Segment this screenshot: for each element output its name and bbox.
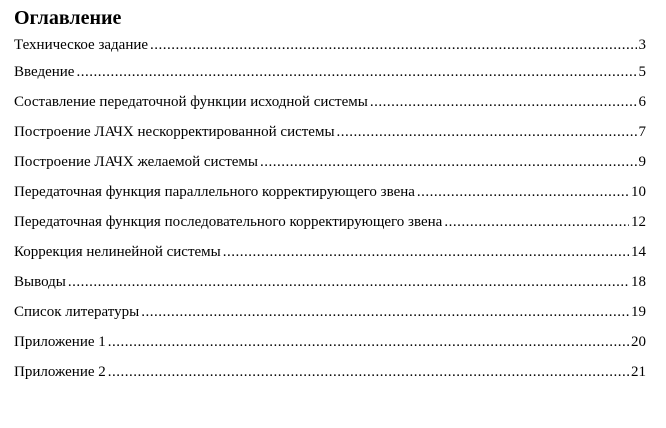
dot-leader <box>150 35 636 55</box>
toc-entry-appendix-1 <box>14 332 646 362</box>
toc-entry-page-number: 10 <box>631 184 646 200</box>
toc-title: Оглавление <box>14 7 122 29</box>
toc-entry-technical-task <box>14 35 646 62</box>
dot-leader <box>68 272 629 292</box>
toc-entry-page-number: 7 <box>638 124 646 140</box>
dot-leader <box>337 122 637 142</box>
toc-list <box>14 35 646 392</box>
toc-entry-label: Техническое задание <box>14 37 149 53</box>
toc-entry-series-correction <box>14 212 646 242</box>
toc-entry-label: Построение ЛАЧХ нескорректированной системы <box>14 124 335 140</box>
toc-entry-appendix-2 <box>14 362 646 392</box>
toc-entry-transfer-function <box>14 92 646 122</box>
toc-entry-label: Коррекция нелинейной системы <box>14 244 221 260</box>
toc-entry-desired-lafc <box>14 152 646 182</box>
toc-entry-label: Передаточная функция параллельного корректирующего звена <box>14 184 415 200</box>
toc-entry-parallel-correction <box>14 182 646 212</box>
toc-entry-page-number: 5 <box>638 64 646 80</box>
toc-entry-page-number: 20 <box>631 334 646 350</box>
toc-entry-label: Введение <box>14 64 75 80</box>
toc-entry-references <box>14 302 646 332</box>
toc-entry-nonlinear-correction <box>14 242 646 272</box>
toc-entry-label: Выводы <box>14 274 66 290</box>
toc-entry-label: Приложение 2 <box>14 364 106 380</box>
dot-leader <box>76 62 636 82</box>
toc-entry-page-number: 19 <box>631 304 646 320</box>
toc-entry-page-number: 14 <box>631 244 646 260</box>
toc-entry-label: Передаточная функция последовательного корректирующего звена <box>14 214 443 230</box>
toc-entry-label: Приложение 1 <box>14 334 106 350</box>
toc-entry-label: Составление передаточной функции исходной системы <box>14 94 368 110</box>
dot-leader <box>370 92 637 112</box>
toc-entry-page-number: 18 <box>631 274 646 290</box>
toc-entry-conclusions <box>14 272 646 302</box>
dot-leader <box>260 152 637 172</box>
toc-entry-uncorrected-lafc <box>14 122 646 152</box>
toc-entry-page-number: 6 <box>638 94 646 110</box>
dot-leader <box>417 182 629 202</box>
dot-leader <box>108 332 629 352</box>
dot-leader <box>141 302 629 322</box>
dot-leader <box>223 242 629 262</box>
toc-entry-page-number: 9 <box>638 154 646 170</box>
toc-entry-page-number: 21 <box>631 364 646 380</box>
toc-entry-introduction <box>14 62 646 92</box>
dot-leader <box>108 362 629 382</box>
toc-entry-page-number: 12 <box>631 214 646 230</box>
toc-entry-label: Построение ЛАЧХ желаемой системы <box>14 154 258 170</box>
toc-entry-page-number: 3 <box>638 37 646 53</box>
toc-entry-label: Список литературы <box>14 304 140 320</box>
dot-leader <box>444 212 629 232</box>
